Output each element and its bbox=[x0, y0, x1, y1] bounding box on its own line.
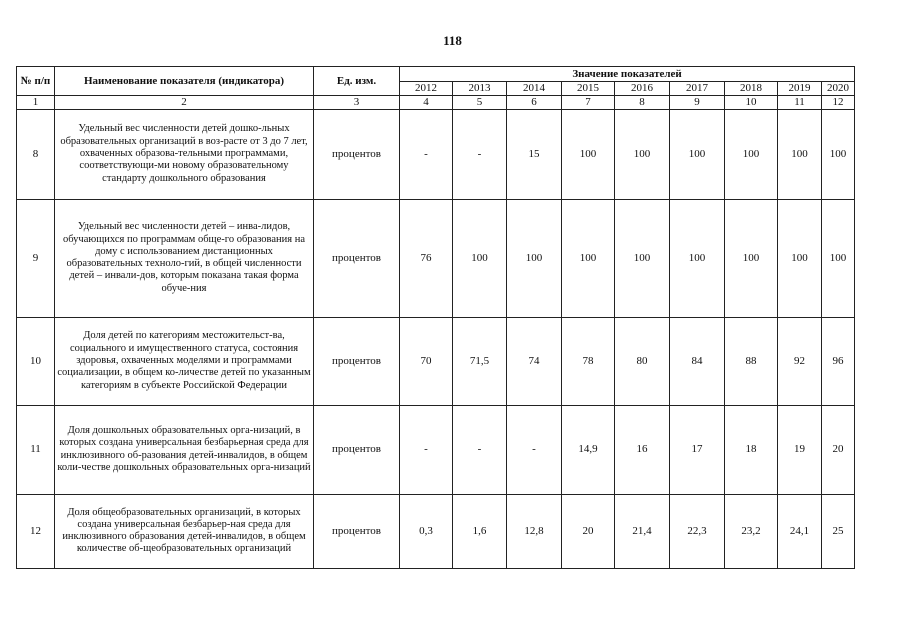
row-number: 9 bbox=[17, 199, 55, 317]
value-cell: 100 bbox=[778, 199, 822, 317]
unit-cell: процентов bbox=[314, 199, 400, 317]
header-unit: Ед. изм. bbox=[314, 67, 400, 96]
indicators-table bbox=[16, 66, 855, 569]
value-cell: 19 bbox=[778, 405, 822, 494]
value-cell: 100 bbox=[670, 109, 725, 199]
row-number: 11 bbox=[17, 405, 55, 494]
value-cell: 100 bbox=[615, 199, 670, 317]
value-cell: 18 bbox=[725, 405, 778, 494]
indicator-name: Удельный вес численности детей – инва-лидов, обучающихся по программам обще-го образования на дому с использованием дистанционных образовательных техноло-гий, в общей численности детей – инвали-дов, которым показана такая форма обуче-ния bbox=[55, 199, 314, 317]
value-cell: 100 bbox=[822, 199, 855, 317]
value-cell: 12,8 bbox=[507, 494, 562, 568]
page-number: 118 bbox=[443, 33, 462, 48]
value-cell: 100 bbox=[822, 109, 855, 199]
column-number: 9 bbox=[670, 96, 725, 110]
header-row bbox=[17, 67, 855, 82]
header-year: 2017 bbox=[670, 82, 725, 96]
value-cell: 20 bbox=[562, 494, 615, 568]
value-cell: 1,6 bbox=[453, 494, 507, 568]
column-number: 11 bbox=[778, 96, 822, 110]
value-cell: 100 bbox=[725, 109, 778, 199]
value-cell: 100 bbox=[562, 199, 615, 317]
header-num: № п/п bbox=[17, 67, 55, 96]
header-year: 2014 bbox=[507, 82, 562, 96]
column-number: 4 bbox=[400, 96, 453, 110]
unit-cell: процентов bbox=[314, 405, 400, 494]
table-row bbox=[17, 109, 855, 199]
value-cell: 100 bbox=[615, 109, 670, 199]
unit-cell: процентов bbox=[314, 109, 400, 199]
header-name: Наименование показателя (индикатора) bbox=[55, 67, 314, 96]
header-year: 2015 bbox=[562, 82, 615, 96]
column-number: 6 bbox=[507, 96, 562, 110]
column-number: 2 bbox=[55, 96, 314, 110]
header-year: 2012 bbox=[400, 82, 453, 96]
indicator-name: Доля детей по категориям местожительст-ва, социального и имущественного статуса, состояния здоровья, охваченных моделями и программами социализации, в общем ко-личестве детей по указанным категориям в субъекте Российской Федерации bbox=[55, 317, 314, 405]
value-cell: 25 bbox=[822, 494, 855, 568]
value-cell: 20 bbox=[822, 405, 855, 494]
value-cell: 23,2 bbox=[725, 494, 778, 568]
unit-cell: процентов bbox=[314, 494, 400, 568]
header-year: 2016 bbox=[615, 82, 670, 96]
value-cell: 100 bbox=[507, 199, 562, 317]
table-row bbox=[17, 405, 855, 494]
value-cell: - bbox=[507, 405, 562, 494]
row-number: 8 bbox=[17, 109, 55, 199]
column-number: 5 bbox=[453, 96, 507, 110]
indicator-name: Доля дошкольных образовательных орга-низаций, в которых создана универсальная безбарьерная среда для инклюзивного об-разования детей-инвалидов, в общем коли-честве дошкольных образовательных орга-низаций bbox=[55, 405, 314, 494]
column-number: 12 bbox=[822, 96, 855, 110]
value-cell: 88 bbox=[725, 317, 778, 405]
value-cell: 100 bbox=[562, 109, 615, 199]
header-year: 2013 bbox=[453, 82, 507, 96]
unit-cell: процентов bbox=[314, 317, 400, 405]
header-year: 2020 bbox=[822, 82, 855, 96]
table-row bbox=[17, 199, 855, 317]
value-cell: - bbox=[453, 405, 507, 494]
value-cell: 100 bbox=[670, 199, 725, 317]
value-cell: 21,4 bbox=[615, 494, 670, 568]
header-year: 2019 bbox=[778, 82, 822, 96]
row-number: 12 bbox=[17, 494, 55, 568]
value-cell: 71,5 bbox=[453, 317, 507, 405]
column-number: 10 bbox=[725, 96, 778, 110]
indicator-name: Удельный вес численности детей дошко-льных образовательных организаций в воз-расте от 3 до 7 лет, охваченных образова-тельными программами, соответствующи-ми новому образовательному стандарту дошкольного образования bbox=[55, 109, 314, 199]
value-cell: 70 bbox=[400, 317, 453, 405]
value-cell: 76 bbox=[400, 199, 453, 317]
value-cell: 22,3 bbox=[670, 494, 725, 568]
column-numbers-row bbox=[17, 96, 855, 110]
value-cell: 84 bbox=[670, 317, 725, 405]
value-cell: 15 bbox=[507, 109, 562, 199]
column-number: 1 bbox=[17, 96, 55, 110]
value-cell: 100 bbox=[778, 109, 822, 199]
value-cell: 17 bbox=[670, 405, 725, 494]
value-cell: 16 bbox=[615, 405, 670, 494]
header-values-group: Значение показателей bbox=[400, 67, 855, 82]
column-number: 3 bbox=[314, 96, 400, 110]
header-year: 2018 bbox=[725, 82, 778, 96]
value-cell: 78 bbox=[562, 317, 615, 405]
column-number: 7 bbox=[562, 96, 615, 110]
column-number: 8 bbox=[615, 96, 670, 110]
value-cell: - bbox=[400, 405, 453, 494]
value-cell: 100 bbox=[453, 199, 507, 317]
table-row bbox=[17, 494, 855, 568]
value-cell: - bbox=[453, 109, 507, 199]
indicator-name: Доля общеобразовательных организаций, в которых создана универсальная безбарьер-ная среда для инклюзивного образования детей-инвалидов, в общем количестве об-щеобразовательных организаций bbox=[55, 494, 314, 568]
value-cell: 100 bbox=[725, 199, 778, 317]
value-cell: 0,3 bbox=[400, 494, 453, 568]
table-row bbox=[17, 317, 855, 405]
value-cell: 80 bbox=[615, 317, 670, 405]
value-cell: - bbox=[400, 109, 453, 199]
value-cell: 14,9 bbox=[562, 405, 615, 494]
value-cell: 24,1 bbox=[778, 494, 822, 568]
row-number: 10 bbox=[17, 317, 55, 405]
value-cell: 74 bbox=[507, 317, 562, 405]
value-cell: 92 bbox=[778, 317, 822, 405]
value-cell: 96 bbox=[822, 317, 855, 405]
